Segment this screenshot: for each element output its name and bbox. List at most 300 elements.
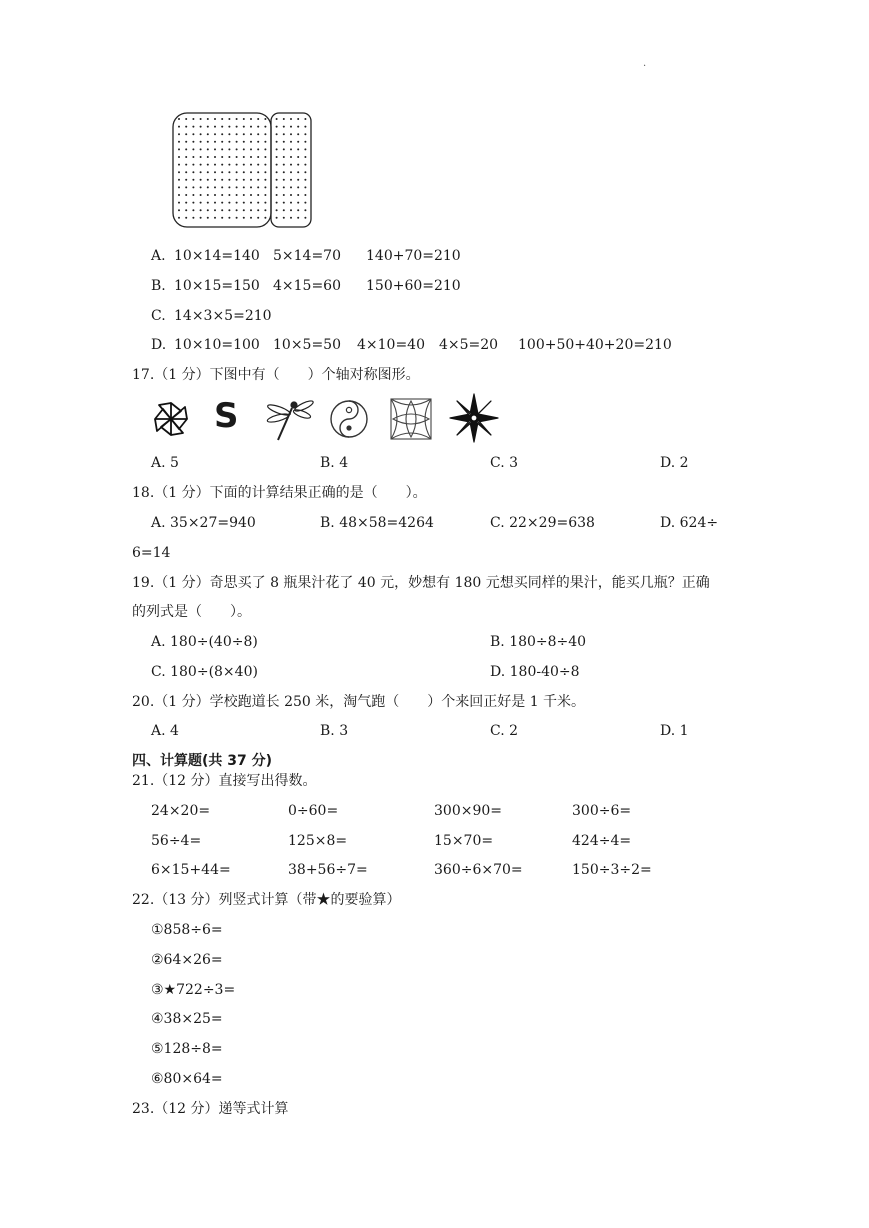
dot: [276, 179, 278, 181]
q17-option-a: A. 5: [151, 455, 179, 471]
dot: [228, 171, 230, 173]
dot: [250, 171, 252, 173]
dot: [228, 141, 230, 143]
dot: [283, 217, 285, 219]
dot: [236, 126, 238, 128]
dot: [297, 171, 299, 173]
dot: [283, 156, 285, 158]
dot: [264, 209, 266, 211]
dot: [276, 141, 278, 143]
q19-option-b: B. 180÷8÷40: [490, 634, 587, 650]
q22-item: ⑥80×64=: [151, 1071, 223, 1087]
dot: [250, 126, 252, 128]
dot: [257, 202, 259, 204]
dot: [178, 156, 180, 158]
dot: [221, 156, 223, 158]
dot: [243, 156, 245, 158]
q17-option-d: D. 2: [660, 455, 689, 471]
dot: [304, 179, 306, 181]
dot: [185, 164, 187, 166]
dot: [214, 186, 216, 188]
dot: [207, 186, 209, 188]
dot: [185, 141, 187, 143]
q20-option-a: A. 4: [151, 723, 179, 739]
dot: [178, 118, 180, 120]
dot: [228, 148, 230, 150]
dot: [290, 186, 292, 188]
dot: [228, 118, 230, 120]
dot: [283, 202, 285, 204]
dot: [236, 179, 238, 181]
dot: [243, 141, 245, 143]
dot: [250, 179, 252, 181]
q18-option-d-wrap: 6=14: [132, 545, 171, 561]
dot: [297, 209, 299, 211]
dot: [264, 186, 266, 188]
dot: [228, 202, 230, 204]
dot: [264, 141, 266, 143]
square-pattern-icon: [389, 397, 433, 441]
dot: [228, 209, 230, 211]
dot: [178, 202, 180, 204]
dot: [283, 133, 285, 135]
dot: [178, 141, 180, 143]
dot: [297, 194, 299, 196]
dot: [257, 148, 259, 150]
dot: [200, 209, 202, 211]
dot: [276, 209, 278, 211]
dot: [297, 179, 299, 181]
dot: [264, 202, 266, 204]
dot: [297, 133, 299, 135]
dot: [250, 194, 252, 196]
dot: [257, 194, 259, 196]
dot: [250, 164, 252, 166]
dot: [236, 133, 238, 135]
dot: [200, 164, 202, 166]
dot: [200, 186, 202, 188]
dot: [290, 141, 292, 143]
dot: [243, 164, 245, 166]
dot: [304, 118, 306, 120]
dot: [264, 171, 266, 173]
section-title: 四、计算题(共 37 分): [132, 753, 273, 769]
q22-item: ②64×26=: [151, 952, 223, 968]
dot: [200, 133, 202, 135]
q18-option-b: B. 48×58=4264: [320, 515, 434, 531]
dot: [290, 217, 292, 219]
dot: [221, 194, 223, 196]
q21-item: 300÷6=: [572, 803, 632, 819]
dot: [214, 202, 216, 204]
dot: [297, 217, 299, 219]
dot: [264, 164, 266, 166]
dot: [192, 179, 194, 181]
dot: [276, 202, 278, 204]
dot: [257, 164, 259, 166]
dot: [264, 194, 266, 196]
dot: [178, 194, 180, 196]
dot: [207, 164, 209, 166]
dot: [228, 164, 230, 166]
dot: [304, 186, 306, 188]
dot: [243, 118, 245, 120]
dot: [290, 148, 292, 150]
dot: [304, 194, 306, 196]
dot: [214, 148, 216, 150]
dot: [228, 156, 230, 158]
q16-option-c: C. 14×3×5=210: [151, 308, 272, 324]
dot: [214, 164, 216, 166]
dot: [236, 171, 238, 173]
q21-item: 125×8=: [288, 833, 348, 849]
dot: [243, 186, 245, 188]
dot: [185, 171, 187, 173]
dot: [290, 164, 292, 166]
q18-stem: 18.（1 分）下面的计算结果正确的是（ ）。: [132, 485, 427, 501]
dot: [304, 164, 306, 166]
q22-item: ⑤128÷8=: [151, 1041, 223, 1057]
dot: [250, 202, 252, 204]
dot: [257, 217, 259, 219]
dot: [236, 194, 238, 196]
dot: [185, 209, 187, 211]
dot: [276, 217, 278, 219]
dot: [283, 148, 285, 150]
dot: [207, 202, 209, 204]
dot: [243, 209, 245, 211]
dot: [243, 179, 245, 181]
dot: [257, 118, 259, 120]
dot: [192, 186, 194, 188]
dot: [243, 148, 245, 150]
q19-stem-line2: 的列式是（ ）。: [132, 604, 251, 620]
dot: [283, 164, 285, 166]
q18-option-d: D. 624÷: [660, 515, 719, 531]
dot: [178, 217, 180, 219]
q19-option-d: D. 180-40÷8: [490, 664, 580, 680]
dot: [178, 179, 180, 181]
dot: [200, 217, 202, 219]
dot: [192, 209, 194, 211]
dot: [207, 141, 209, 143]
q16-option-a: A. 10×14=140 5×14=70 140+70=210: [151, 248, 461, 264]
dot: [192, 126, 194, 128]
dot: [297, 148, 299, 150]
dot: [185, 186, 187, 188]
dot: [221, 133, 223, 135]
dot: [185, 217, 187, 219]
dot: [283, 118, 285, 120]
dragonfly-icon: [262, 396, 314, 442]
dot: [257, 179, 259, 181]
dot: [304, 217, 306, 219]
dot: [192, 164, 194, 166]
dot: [276, 126, 278, 128]
q17-stem: 17.（1 分）下图中有（ ）个轴对称图形。: [132, 367, 420, 383]
dot: [228, 179, 230, 181]
dot: [207, 126, 209, 128]
dot: [214, 133, 216, 135]
dot: [192, 171, 194, 173]
q21-item: 150÷3÷2=: [572, 862, 652, 878]
dot: [297, 164, 299, 166]
q21-item: 38+56÷7=: [288, 862, 368, 878]
dot: [304, 171, 306, 173]
dot: [250, 141, 252, 143]
dot: [207, 133, 209, 135]
dot: [250, 156, 252, 158]
dot: [214, 118, 216, 120]
q18-option-c: C. 22×29=638: [490, 515, 595, 531]
dot: [185, 126, 187, 128]
dot: [221, 164, 223, 166]
q22-item: ④38×25=: [151, 1011, 223, 1027]
q21-item: 360÷6×70=: [434, 862, 523, 878]
dot: [214, 194, 216, 196]
dot: [236, 186, 238, 188]
q19-option-a: A. 180÷(40÷8): [151, 634, 258, 650]
q23-stem: 23.（12 分）递等式计算: [132, 1101, 289, 1117]
q21-item: 24×20=: [151, 803, 211, 819]
dot: [228, 126, 230, 128]
dot: [243, 126, 245, 128]
dot: [297, 186, 299, 188]
dot: [243, 194, 245, 196]
q21-item: 300×90=: [434, 803, 502, 819]
dot: [264, 126, 266, 128]
dot: [200, 141, 202, 143]
dot: [290, 118, 292, 120]
dot: [214, 141, 216, 143]
dot: [304, 202, 306, 204]
dot: [276, 118, 278, 120]
dot: [214, 179, 216, 181]
dot: [228, 194, 230, 196]
dot: [221, 148, 223, 150]
dot: [185, 118, 187, 120]
dot: [192, 141, 194, 143]
q22-item: ③★722÷3=: [151, 982, 236, 998]
dot: [178, 126, 180, 128]
dot: [185, 156, 187, 158]
dot: [283, 194, 285, 196]
dot: [192, 202, 194, 204]
pinwheel-icon: [151, 399, 191, 439]
dot: [264, 179, 266, 181]
dot: [214, 217, 216, 219]
dot: [243, 202, 245, 204]
dot: [290, 202, 292, 204]
dot: [236, 141, 238, 143]
dot: [257, 133, 259, 135]
dot: [221, 118, 223, 120]
dot: [200, 156, 202, 158]
dot: [257, 141, 259, 143]
dot: [304, 148, 306, 150]
q21-item: 0÷60=: [288, 803, 339, 819]
dot: [200, 126, 202, 128]
dot: [290, 133, 292, 135]
q20-option-d: D. 1: [660, 723, 689, 739]
dot: [236, 164, 238, 166]
dot: [178, 209, 180, 211]
q17-option-b: B. 4: [320, 455, 349, 471]
dot: [236, 118, 238, 120]
q19-stem-line1: 19.（1 分）奇思买了 8 瓶果汁花了 40 元，妙想有 180 元想买同样的果汁，能买几瓶？正确: [132, 575, 710, 591]
q21-stem: 21.（12 分）直接写出得数。: [132, 773, 317, 789]
dot: [304, 133, 306, 135]
dot: [257, 186, 259, 188]
dot: [290, 126, 292, 128]
dot: [214, 171, 216, 173]
q16-option-b: B. 10×15=150 4×15=60 150+60=210: [151, 278, 461, 294]
dot: [207, 209, 209, 211]
corner-mark: .: [643, 58, 647, 69]
dot: [214, 156, 216, 158]
dot: [228, 133, 230, 135]
dot: [207, 148, 209, 150]
dot: [297, 156, 299, 158]
dot: [283, 209, 285, 211]
dot: [276, 156, 278, 158]
dot: [304, 209, 306, 211]
letter-s-icon: S: [214, 396, 239, 436]
dot: [236, 148, 238, 150]
dot: [257, 126, 259, 128]
dot: [257, 156, 259, 158]
dot: [178, 133, 180, 135]
dot: [178, 164, 180, 166]
dot: [185, 194, 187, 196]
dot: [276, 186, 278, 188]
dot: [221, 202, 223, 204]
dot: [207, 179, 209, 181]
dot: [200, 179, 202, 181]
dot: [192, 194, 194, 196]
dot: [221, 179, 223, 181]
dot: [250, 209, 252, 211]
dot: [192, 156, 194, 158]
dot: [192, 118, 194, 120]
dot: [214, 209, 216, 211]
dot: [283, 186, 285, 188]
q21-item: 56÷4=: [151, 833, 202, 849]
dot: [283, 126, 285, 128]
dot: [250, 118, 252, 120]
dot: [200, 202, 202, 204]
compass-star-icon: [449, 393, 499, 443]
dot: [276, 148, 278, 150]
dot: [185, 148, 187, 150]
q20-option-c: C. 2: [490, 723, 519, 739]
dot: [192, 148, 194, 150]
dot: [207, 194, 209, 196]
dot: [221, 209, 223, 211]
dot: [185, 179, 187, 181]
dot: [221, 141, 223, 143]
dot: [297, 141, 299, 143]
dot: [200, 194, 202, 196]
dot: [304, 126, 306, 128]
q21-item: 424÷4=: [572, 833, 632, 849]
dot: [250, 186, 252, 188]
dot: [283, 171, 285, 173]
dot: [236, 209, 238, 211]
dot: [283, 141, 285, 143]
dot: [228, 186, 230, 188]
dot: [214, 126, 216, 128]
dot: [178, 186, 180, 188]
dot: [236, 202, 238, 204]
dot: [264, 133, 266, 135]
q16-option-d: D. 10×10=100 10×5=50 4×10=40 4×5=20 100+50+40+20=210: [151, 337, 672, 353]
dot: [264, 156, 266, 158]
dot: [207, 171, 209, 173]
q22-item: ①858÷6=: [151, 922, 223, 938]
q21-item: 6×15+44=: [151, 862, 231, 878]
dot: [221, 186, 223, 188]
q19-option-c: C. 180÷(8×40): [151, 664, 258, 680]
dot: [243, 133, 245, 135]
dot: [228, 217, 230, 219]
dot: [221, 217, 223, 219]
dot: [304, 141, 306, 143]
dot: [243, 171, 245, 173]
dot: [257, 209, 259, 211]
q21-item: 15×70=: [434, 833, 494, 849]
dot: [200, 118, 202, 120]
q20-stem: 20.（1 分）学校跑道长 250 米，淘气跑（ ）个来回正好是 1 千米。: [132, 694, 586, 710]
dot: [276, 194, 278, 196]
dot: [236, 217, 238, 219]
dot: [207, 118, 209, 120]
dot: [290, 194, 292, 196]
dot: [257, 171, 259, 173]
dot: [283, 179, 285, 181]
dot: [221, 171, 223, 173]
dot-array-figure: [168, 110, 318, 230]
dot: [236, 156, 238, 158]
dot: [276, 164, 278, 166]
dot: [250, 148, 252, 150]
dot: [250, 217, 252, 219]
dot: [264, 148, 266, 150]
q22-stem: 22.（13 分）列竖式计算（带★的要验算）: [132, 892, 401, 908]
dot: [207, 217, 209, 219]
yin-yang-icon: [328, 398, 370, 440]
dot: [250, 133, 252, 135]
dot: [192, 217, 194, 219]
dot: [276, 171, 278, 173]
dot: [221, 126, 223, 128]
dot: [276, 133, 278, 135]
q18-option-a: A. 35×27=940: [151, 515, 256, 531]
dot: [200, 148, 202, 150]
dot: [207, 156, 209, 158]
dot: [297, 202, 299, 204]
dot: [178, 148, 180, 150]
dot: [297, 118, 299, 120]
q20-option-b: B. 3: [320, 723, 349, 739]
dot: [290, 179, 292, 181]
dot: [185, 133, 187, 135]
dot: [290, 171, 292, 173]
dot: [297, 126, 299, 128]
dot: [264, 118, 266, 120]
dot: [192, 133, 194, 135]
dot: [178, 171, 180, 173]
